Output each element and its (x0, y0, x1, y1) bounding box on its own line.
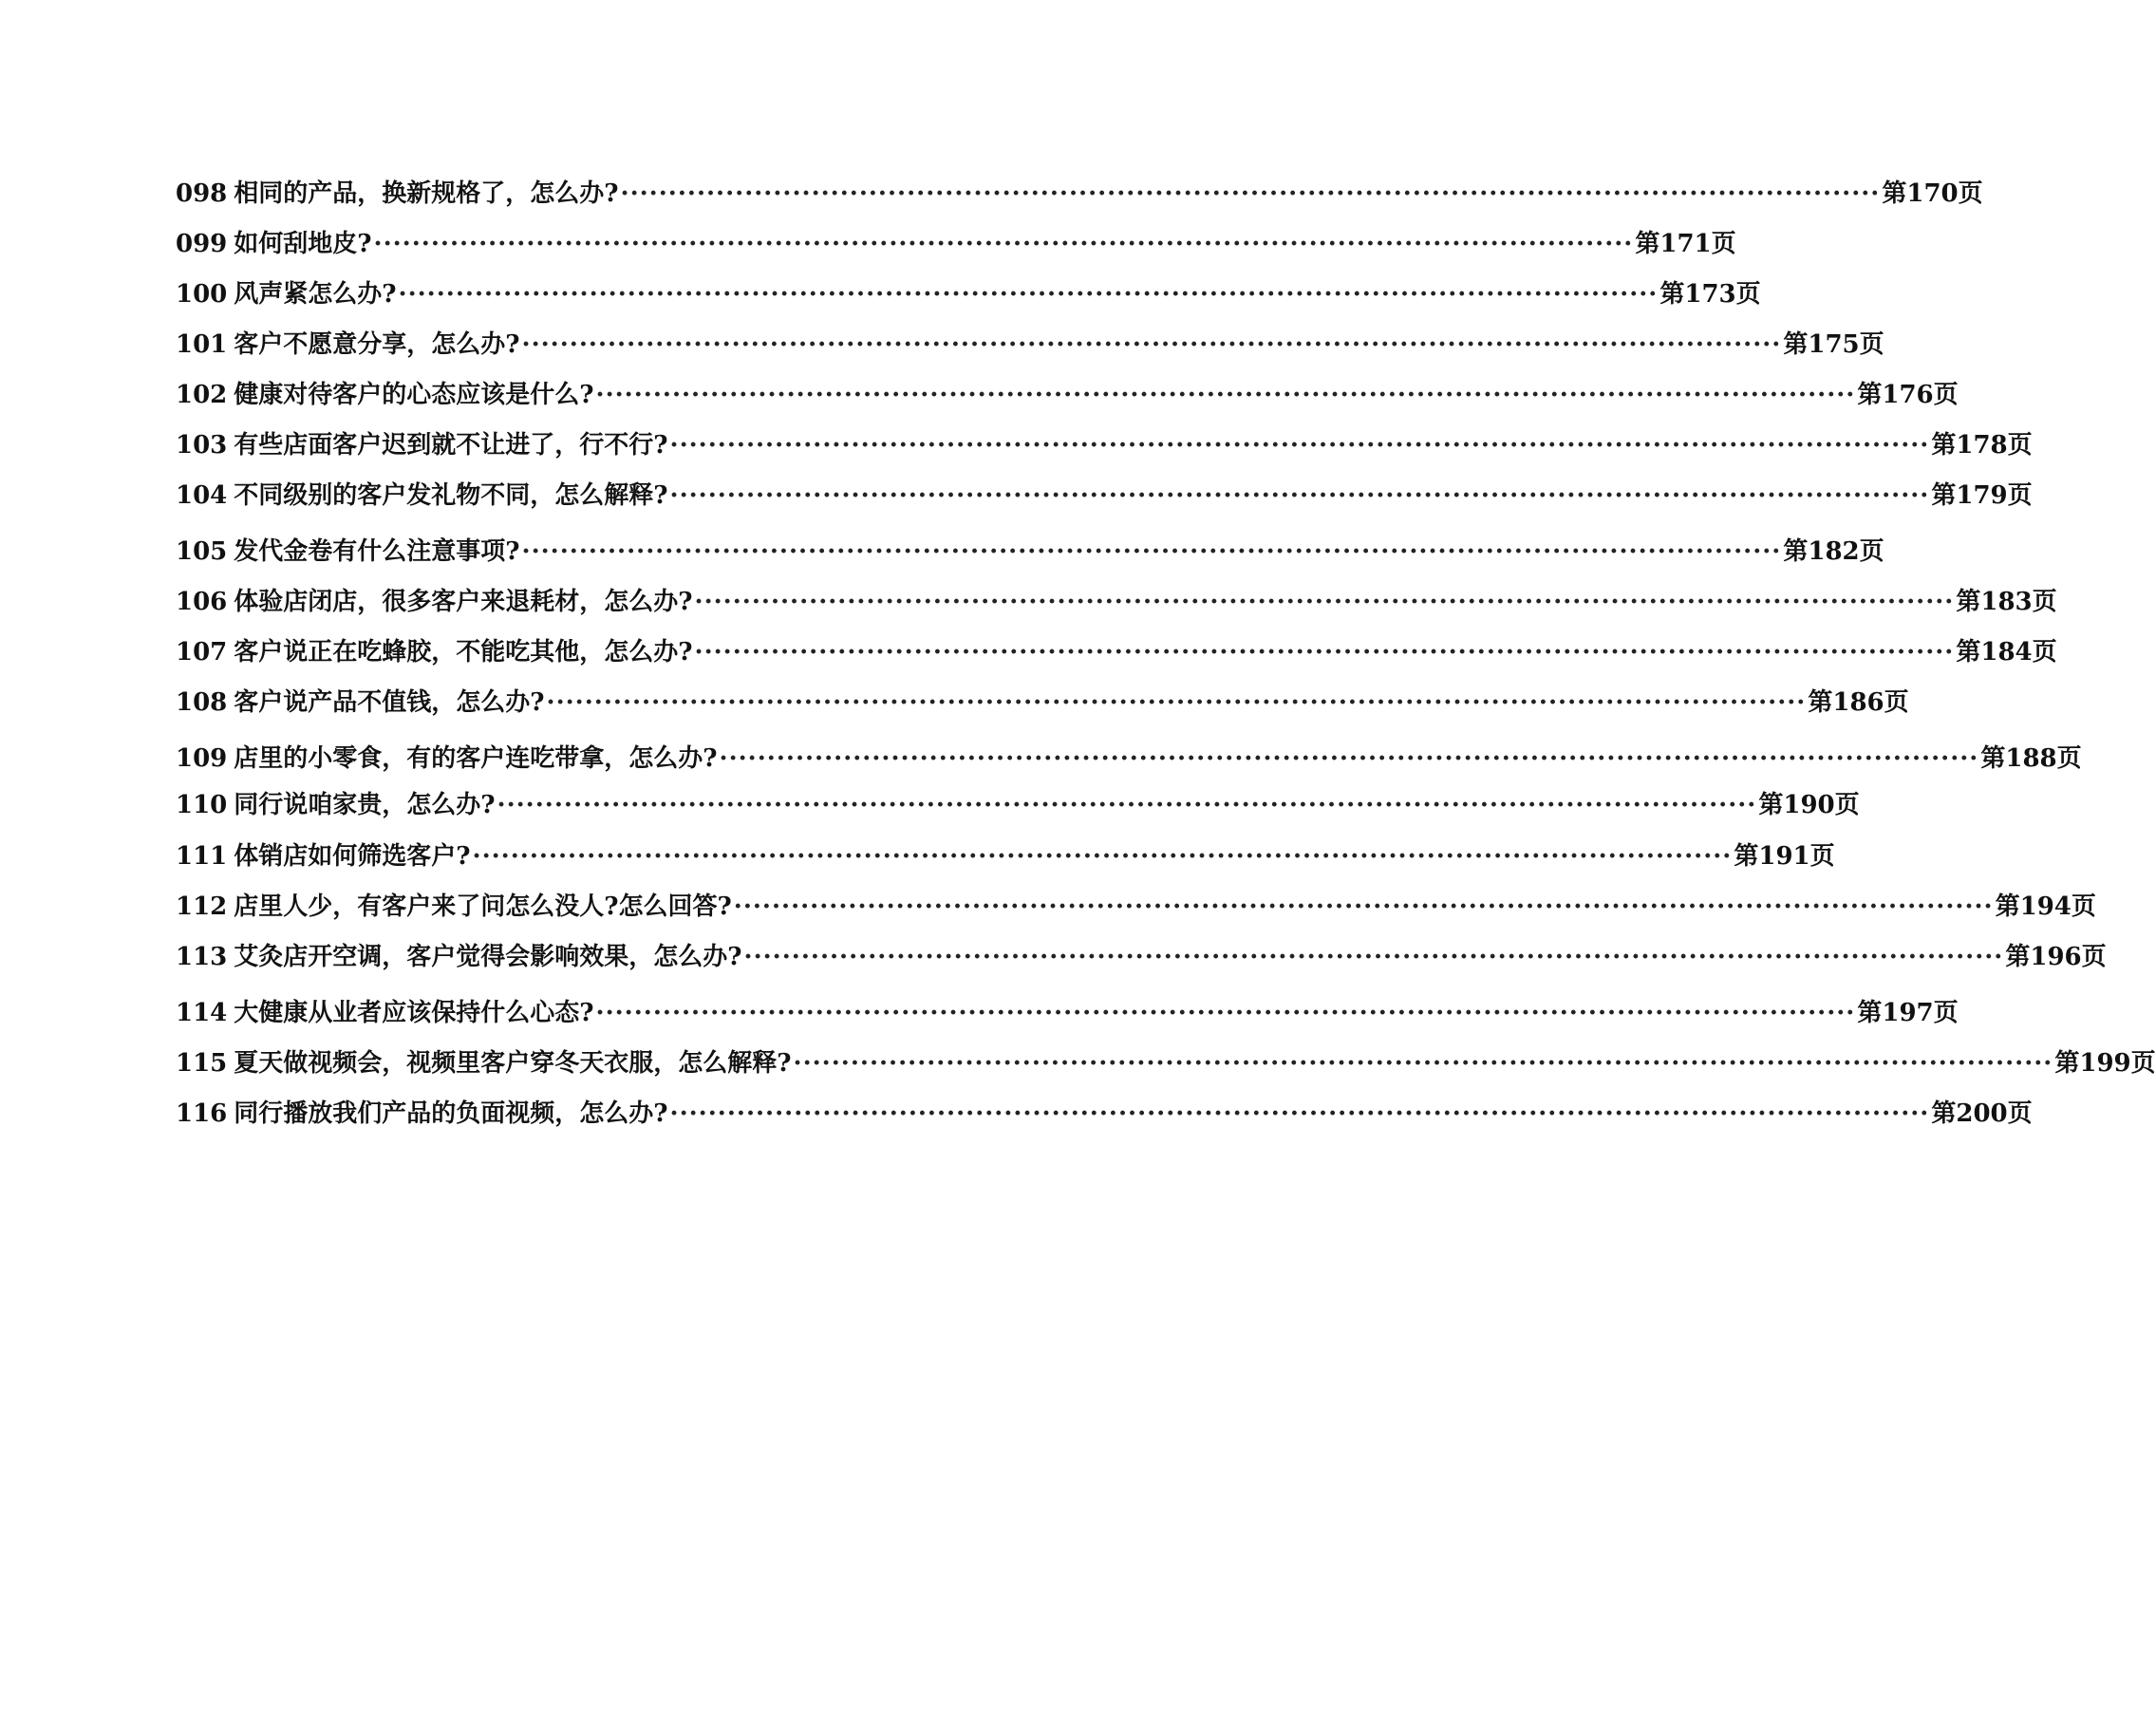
entry-number: 113 (176, 943, 228, 971)
dot-leader (547, 678, 1807, 728)
toc-entry (176, 932, 2107, 983)
entry-number: 112 (176, 892, 228, 921)
entry-page: 第183页 (1956, 588, 2057, 616)
entry-page: 第173页 (1659, 280, 1761, 309)
dot-leader (794, 1039, 2053, 1089)
entry-title: 艾灸店开空调，客户觉得会影响效果，怎么办? (234, 943, 742, 971)
dot-leader (720, 734, 1979, 784)
toc-entry (176, 882, 2096, 932)
entry-number: 105 (176, 537, 228, 566)
entry-title: 风声紧怎么办? (234, 280, 397, 309)
dot-leader (399, 270, 1659, 320)
toc-entry (176, 370, 1959, 421)
dot-leader (374, 219, 1634, 270)
dot-leader (670, 1089, 1930, 1139)
toc-entry (176, 784, 1860, 826)
entry-page: 第199页 (2054, 1049, 2156, 1078)
entry-number: 111 (176, 842, 228, 871)
entry-title: 体验店闭店，很多客户来退耗材，怎么办? (234, 588, 693, 616)
entry-title: 客户说正在吃蜂胶，不能吃其他，怎么办? (234, 638, 693, 667)
toc-entry (176, 421, 2033, 471)
entry-page: 第186页 (1808, 688, 1909, 717)
entry-title: 店里人少，有客户来了问怎么没人?怎么回答? (234, 892, 732, 921)
entry-title: 同行说咱家贵，怎么办? (234, 791, 496, 819)
entry-page: 第197页 (1857, 999, 1959, 1027)
toc-entry (176, 320, 1884, 370)
entry-title: 不同级别的客户发礼物不同，怎么解释? (234, 481, 668, 510)
entry-page: 第179页 (1931, 481, 2033, 510)
entry-number: 104 (176, 481, 228, 510)
entry-page: 第184页 (1956, 638, 2057, 667)
entry-page: 第171页 (1635, 230, 1736, 258)
entry-number: 116 (176, 1099, 228, 1128)
toc-entry (176, 734, 2082, 784)
toc-entry (176, 219, 1736, 270)
toc-entry (176, 270, 1761, 320)
toc-entry (176, 678, 1909, 728)
dot-leader (670, 421, 1930, 471)
entry-title: 健康对待客户的心态应该是什么? (234, 381, 594, 409)
toc-entry (176, 527, 1884, 577)
dot-leader (497, 784, 1757, 826)
dot-leader (695, 628, 1955, 678)
entry-title: 发代金卷有什么注意事项? (234, 537, 520, 566)
dot-leader (473, 832, 1733, 882)
dot-leader (744, 932, 2004, 983)
entry-number: 102 (176, 381, 228, 409)
toc-entry (176, 1039, 2156, 1089)
toc-entry (176, 832, 1835, 882)
entry-page: 第182页 (1783, 537, 1884, 566)
entry-title: 体销店如何筛选客户? (234, 842, 471, 871)
toc-entry (176, 471, 2033, 521)
toc-entry (176, 628, 2057, 678)
entry-page: 第175页 (1783, 330, 1884, 359)
dot-leader (621, 169, 1881, 219)
entry-page: 第176页 (1857, 381, 1959, 409)
toc-entry (176, 577, 2057, 628)
entry-title: 大健康从业者应该保持什么心态? (234, 999, 594, 1027)
entry-page: 第170页 (1882, 179, 1983, 208)
entry-number: 098 (176, 179, 228, 208)
dot-leader (670, 471, 1930, 521)
entry-page: 第191页 (1734, 842, 1835, 871)
entry-title: 店里的小零食，有的客户连吃带拿，怎么办? (234, 744, 718, 773)
entry-title: 相同的产品，换新规格了，怎么办? (234, 179, 619, 208)
dot-leader (522, 527, 1782, 577)
entry-number: 100 (176, 280, 228, 309)
toc-entry (176, 169, 1983, 219)
entry-number: 115 (176, 1049, 228, 1078)
entry-title: 如何刮地皮? (234, 230, 372, 258)
entry-page: 第178页 (1931, 431, 2033, 460)
entry-title: 有些店面客户迟到就不让进了，行不行? (234, 431, 668, 460)
entry-number: 103 (176, 431, 228, 460)
entry-title: 客户不愿意分享，怎么办? (234, 330, 520, 359)
toc-entry (176, 1089, 2033, 1139)
entry-number: 099 (176, 230, 228, 258)
entry-number: 108 (176, 688, 228, 717)
dot-leader (734, 882, 1994, 932)
entry-number: 101 (176, 330, 228, 359)
entry-number: 109 (176, 744, 228, 773)
entry-page: 第200页 (1931, 1099, 2033, 1128)
entry-number: 107 (176, 638, 228, 667)
entry-number: 114 (176, 999, 228, 1027)
entry-title: 同行播放我们产品的负面视频，怎么办? (234, 1099, 668, 1128)
toc-entry (176, 988, 1959, 1039)
entry-page: 第194页 (1995, 892, 2096, 921)
dot-leader (596, 370, 1856, 421)
dot-leader (522, 320, 1782, 370)
entry-title: 夏天做视频会，视频里客户穿冬天衣服，怎么解释? (234, 1049, 792, 1078)
dot-leader (695, 577, 1955, 628)
dot-leader (596, 988, 1856, 1039)
entry-title: 客户说产品不值钱，怎么办? (234, 688, 545, 717)
entry-number: 110 (176, 791, 228, 819)
entry-page: 第188页 (1980, 744, 2082, 773)
entry-number: 106 (176, 588, 228, 616)
entry-page: 第190页 (1758, 791, 1860, 819)
entry-page: 第196页 (2005, 943, 2107, 971)
table-of-contents (176, 169, 2156, 1139)
